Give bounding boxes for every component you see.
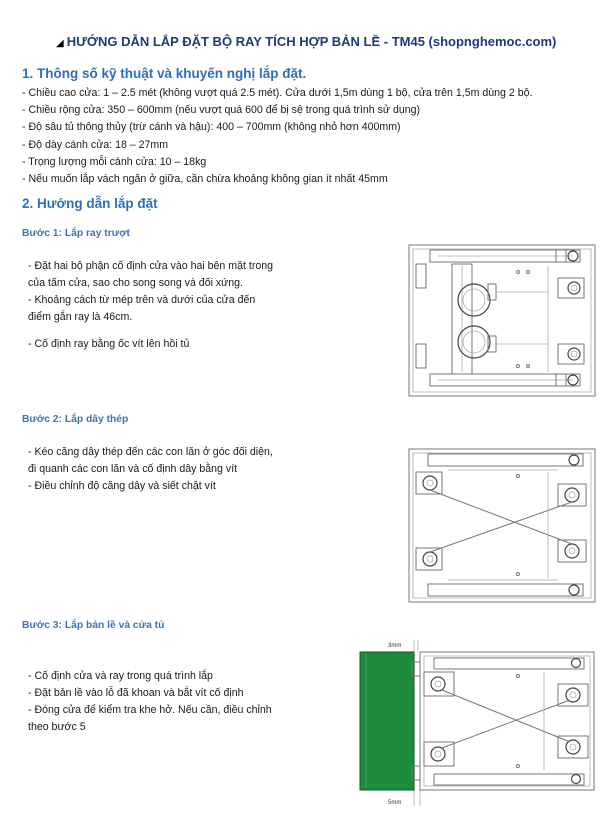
dim-bottom-label: 5mm bbox=[388, 800, 402, 806]
section-heading-install: 2. Hướng dẫn lắp đặt bbox=[22, 196, 158, 211]
spec-item: - Nếu muốn lắp vách ngăn ở giữa, cần chừa khoảng không gian ít nhất 45mm bbox=[22, 173, 388, 186]
section-heading-specs: 1. Thông số kỹ thuật và khuyến nghị lắp đặt. bbox=[22, 66, 307, 81]
step1-diagram bbox=[408, 244, 598, 398]
step2-text: - Kéo căng dây thép đến các con lăn ở góc đối diện, đi quanh các con lăn và cố định dây bằng vít - Điều chỉnh độ căng dây và siết chặt vít bbox=[28, 446, 273, 492]
step1-text: - Đặt hai bộ phận cố định cửa vào hai bên mặt trong của tấm cửa, sao cho song song và đối xứng. - Khoảng cách từ mép trên và dưới của cửa đến điểm gắn ray là 46cm. - Cố định ray bằng ốc vít lên hồi tủ bbox=[28, 260, 274, 350]
dim-top-label: 3mm bbox=[388, 643, 402, 649]
step3-diagram bbox=[358, 638, 598, 808]
step1-title: Bước 1: Lắp ray trượt bbox=[22, 228, 130, 239]
spec-item: - Trọng lượng mỗi cánh cửa: 10 – 18kg bbox=[22, 155, 207, 168]
spec-list bbox=[22, 85, 532, 188]
document-title: ◢ HƯỚNG DẪN LẮP ĐẶT BỘ RAY TÍCH HỢP BẢN LỀ - TM45 (shopnghemoc.com) bbox=[56, 34, 557, 49]
step3-title: Bước 3: Lắp bản lề và cửa tủ bbox=[22, 620, 165, 631]
door-panel bbox=[360, 652, 414, 790]
step3-text: - Cố định cửa và ray trong quá trình lắp - Đặt bản lề vào lỗ đã khoan và bắt vít cố định - Đóng cửa để kiểm tra khe hở. Nếu cần, điều chỉnh theo bước 5 bbox=[28, 670, 272, 733]
step2-diagram bbox=[408, 448, 598, 604]
spec-item: - Độ sâu tủ thông thủy (trừ cánh và hậu): 400 – 700mm (không nhỏ hơn 400mm) bbox=[22, 121, 401, 134]
step2-title: Bước 2: Lắp dây thép bbox=[22, 414, 129, 425]
spec-item: - Độ dày cánh cửa: 18 – 27mm bbox=[22, 138, 169, 151]
spec-item: - Chiều cao cửa: 1 – 2.5 mét (không vượt quá 2.5 mét). Cửa dưới 1,5m dùng 1 bộ, cửa trên 1,5m dùng 2 bộ. bbox=[22, 87, 533, 99]
spec-item: - Chiều rộng cửa: 350 – 600mm (nếu vượt quá 600 để bị sệ trong quá trình sử dụng) bbox=[22, 104, 421, 117]
triangle-bullet-icon: ◢ bbox=[56, 38, 64, 49]
